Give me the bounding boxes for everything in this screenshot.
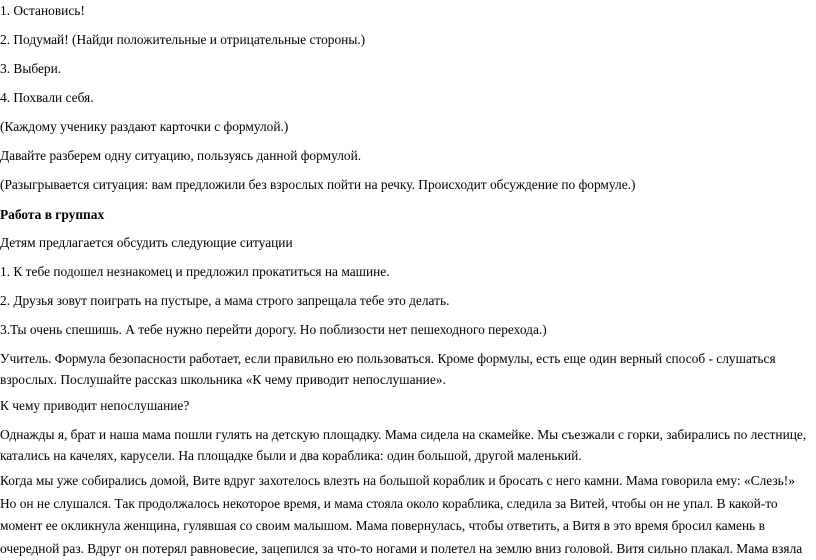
formula-step-1: 1. Остановись! <box>0 3 85 18</box>
story-title: К чему приводит непослушание? <box>0 398 190 413</box>
teacher-paragraph: Учитель. Формула безопасности работает, если правильно ею пользоваться. Кроме формулы, есть еще один верный способ - слушаться взрослых. Послушайте рассказ школьника «К чему приводит непослушание». <box>0 351 776 387</box>
situation-2: 2. Друзья зовут поиграть на пустыре, а мама строго запрещала тебе это делать. <box>0 293 450 308</box>
situation-1: 1. К тебе подошел незнакомец и предложил прокатиться на машине. <box>0 264 390 279</box>
situation-3: 3.Ты очень спешишь. А тебе нужно перейти дорогу. Но поблизости нет пешеходного перехода.) <box>0 322 547 337</box>
formula-step-2: 2. Подумай! (Найди положительные и отрицательные стороны.) <box>0 32 366 47</box>
group-task-intro: Детям предлагается обсудить следующие ситуации <box>0 235 293 250</box>
story-paragraph-1: Однажды я, брат и наша мама пошли гулять на детскую площадку. Мама сидела на скамейке. Мы съезжали с горки, забирались по лестнице, катались на качелях, карусели. На площадке были и два кораблика: один большой, другой маленький. <box>0 427 807 463</box>
formula-step-4: 4. Похвали себя. <box>0 90 94 105</box>
situation-intro: Давайте разберем одну ситуацию, пользуясь данной формулой. <box>0 148 362 163</box>
situation-roleplay: (Разыгрывается ситуация: вам предложили без взрослых пойти на речку. Происходит обсуждение по формуле.) <box>0 177 636 192</box>
formula-step-3: 3. Выбери. <box>0 61 62 76</box>
story-paragraph-2: Когда мы уже собирались домой, Вите вдруг захотелось влезть на большой кораблик и бросать с него камни. Мама говорила ему: «Слезь!» Но он не слушался. Так продолжалось некоторое время, и мама стояла около кораблика, следила за Витей, чтобы он не упал. В какой-то момент ее окликнула женщина, гулявшая со своим малышом. Мама повернулась, чтобы ответить, а Витя в это время бросил камень в очередной раз. Вдруг он потерял равновесие, зацепился за что-то ногами и полетел на землю вниз головой. Витя сильно плакал. Мама взяла <box>0 473 803 556</box>
cards-note: (Каждому ученику раздают карточки с формулой.) <box>0 119 289 134</box>
section-heading-group-work: Работа в группах <box>0 207 105 222</box>
